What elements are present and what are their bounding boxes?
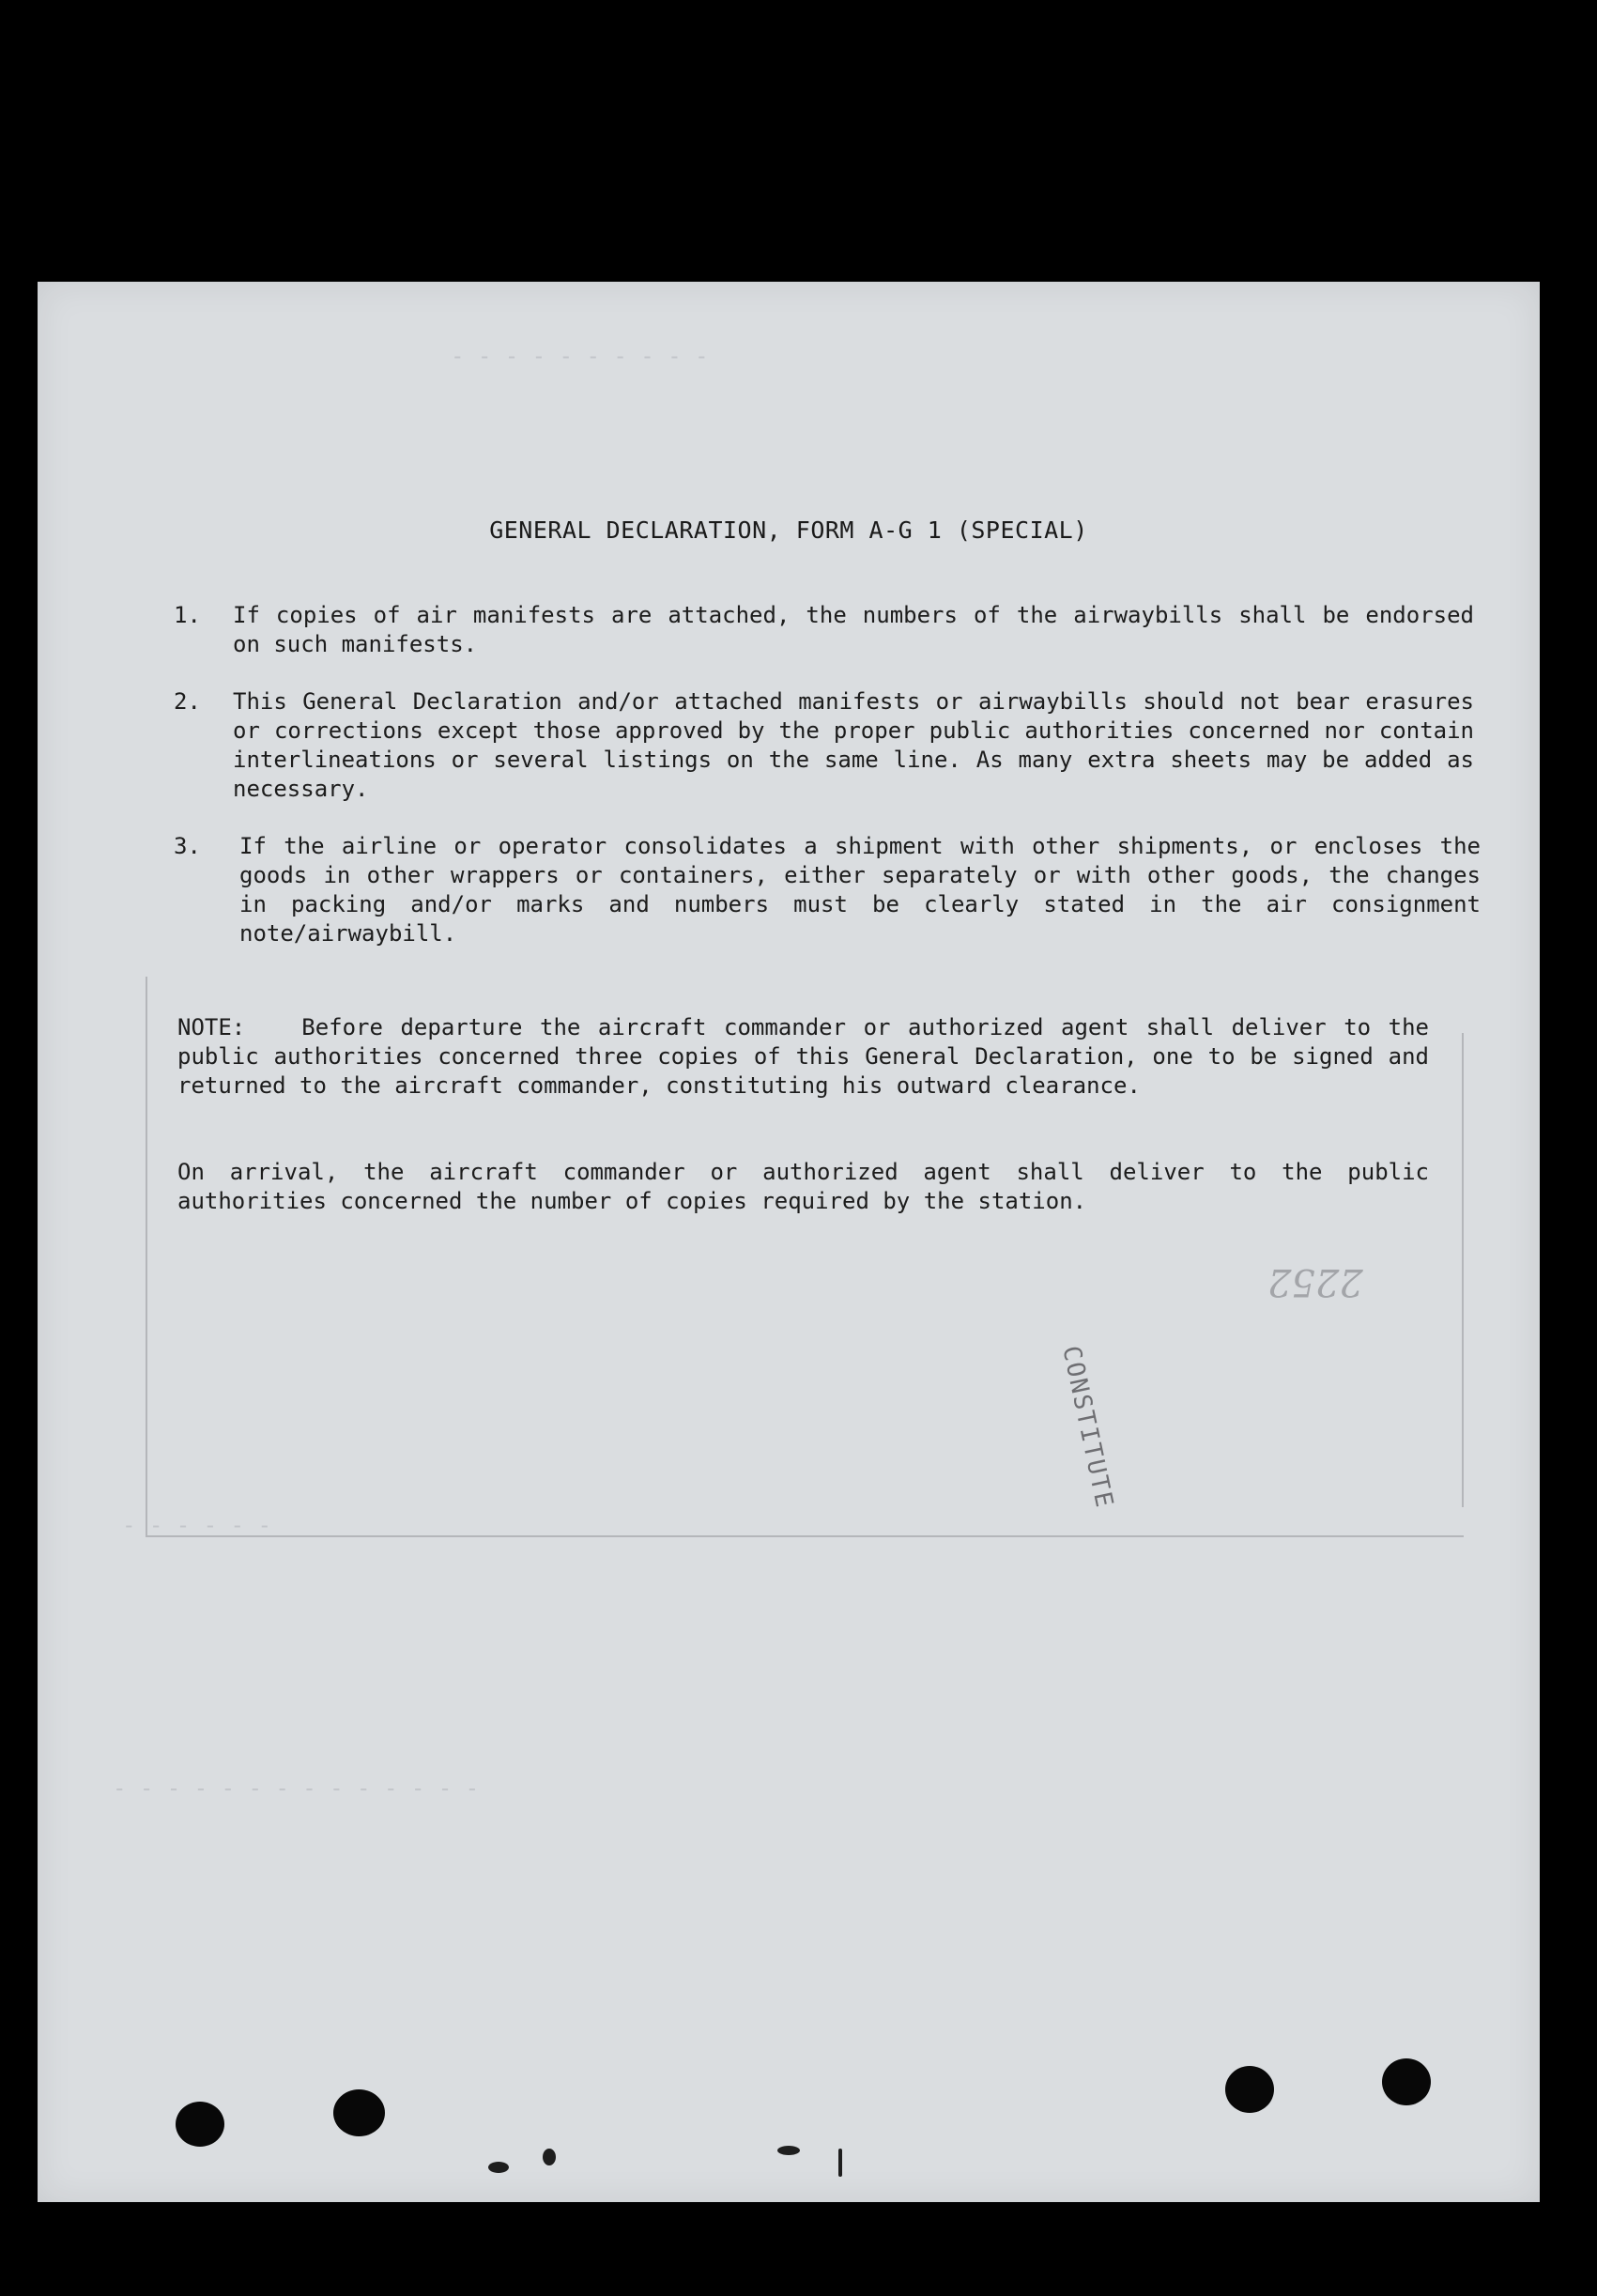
punch-hole — [176, 2102, 224, 2147]
ink-speck — [488, 2162, 509, 2173]
document-page — [38, 282, 1540, 2202]
document-title: GENERAL DECLARATION, FORM A-G 1 (SPECIAL) — [489, 516, 1088, 544]
item-text: If the airline or operator consolidates a shipment with other shipments, or encloses the goods in other wrappers or containers, either separately or with other goods, the changes in packing and/or marks and numbers must be clearly stated in the air consignment note/airwaybill. — [239, 833, 1481, 947]
punch-hole — [1225, 2066, 1274, 2113]
rubber-stamp: CONSTITUTE — [1056, 1343, 1119, 1512]
item-text: If copies of air manifests are attached, the numbers of the airwaybills shall be endorsed on such manifests. — [233, 602, 1474, 657]
bleed-through-text: - - - - - - - - - - — [451, 343, 709, 369]
ink-speck — [543, 2149, 556, 2165]
bleed-through-text: - - - - - - — [122, 1512, 271, 1538]
handwritten-mark: 2252 — [1267, 1260, 1363, 1303]
item-text: This General Declaration and/or attached manifests or airwaybills should not bear erasures or corrections except those approved by the proper public authorities concerned nor contain interlineations or several listings on the same line. As many extra sheets may be added as necessary. — [233, 688, 1474, 802]
note-paragraph — [177, 1013, 1429, 1101]
punch-hole — [333, 2089, 385, 2136]
item-number: 3. — [174, 833, 201, 859]
punch-hole — [1382, 2058, 1431, 2105]
item-number: 2. — [174, 688, 201, 715]
bleed-through-text: - - - - - - - - - - - - - - — [113, 1775, 480, 1801]
ink-speck — [838, 2149, 842, 2177]
item-number: 1. — [174, 602, 201, 628]
note-text: Before departure the aircraft commander or authorized agent shall deliver to the public authorities concerned three copies of this General Declaration, one to be signed and returned to the aircraft commander, constituting his outward clearance. — [177, 1014, 1429, 1099]
note-label: NOTE: — [177, 1014, 246, 1040]
arrival-paragraph: On arrival, the aircraft commander or authorized agent shall deliver to the public authorities concerned the number of copies required by the station. — [177, 1159, 1429, 1214]
ink-speck — [777, 2146, 800, 2155]
